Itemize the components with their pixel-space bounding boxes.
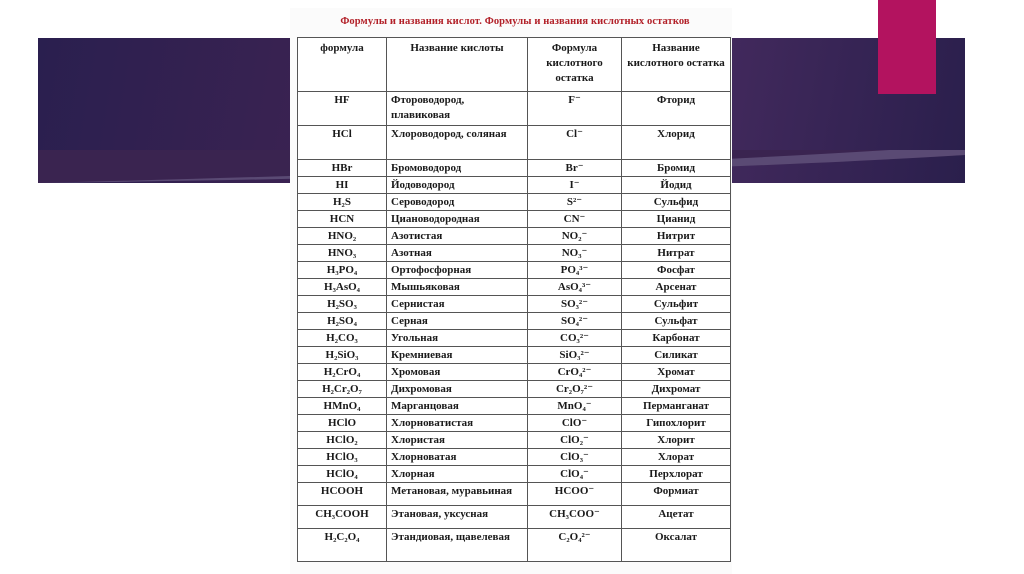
residue-name-cell: Фторид: [622, 92, 731, 126]
formula-cell: H₃AsO₄: [298, 279, 387, 296]
acid-name-cell: Фтороводород, плавиковая: [387, 92, 528, 126]
table-row: [298, 330, 731, 347]
formula-cell: HClO₃: [298, 449, 387, 466]
residue-name-cell: Йодид: [622, 177, 731, 194]
residue-cell: PO₄³⁻: [528, 262, 622, 279]
formula-cell: H₂CO₃: [298, 330, 387, 347]
table-row: [298, 364, 731, 381]
formula-cell: HMnO₄: [298, 398, 387, 415]
residue-name-cell: Сульфат: [622, 313, 731, 330]
header-residue-name: Название кислотного остатка: [622, 38, 731, 92]
residue-name-cell: Нитрат: [622, 245, 731, 262]
acid-name-cell: Мышьяковая: [387, 279, 528, 296]
formula-cell: CH₃COOH: [298, 506, 387, 529]
residue-cell: ClO₃⁻: [528, 449, 622, 466]
acid-name-cell: Хромовая: [387, 364, 528, 381]
formula-cell: H₂Cr₂O₇: [298, 381, 387, 398]
formula-cell: H₂CrO₄: [298, 364, 387, 381]
table-row: [298, 381, 731, 398]
residue-name-cell: Силикат: [622, 347, 731, 364]
residue-name-cell: Хромат: [622, 364, 731, 381]
page-title: Формулы и названия кислот. Формулы и названия кислотных остатков: [340, 16, 690, 27]
residue-name-cell: Ацетат: [622, 506, 731, 529]
table-row: [298, 262, 731, 279]
residue-cell: SiO₃²⁻: [528, 347, 622, 364]
table-row: [298, 313, 731, 330]
acid-name-cell: Бромоводород: [387, 160, 528, 177]
residue-name-cell: Фосфат: [622, 262, 731, 279]
formula-cell: HClO₂: [298, 432, 387, 449]
residue-cell: ClO₂⁻: [528, 432, 622, 449]
acid-name-cell: Йодоводород: [387, 177, 528, 194]
table-row: [298, 347, 731, 364]
residue-cell: HCOO⁻: [528, 483, 622, 506]
residue-name-cell: Перманганат: [622, 398, 731, 415]
residue-cell: AsO₄³⁻: [528, 279, 622, 296]
residue-name-cell: Хлорид: [622, 126, 731, 160]
acid-name-cell: Хлорноватая: [387, 449, 528, 466]
formula-cell: H₃PO₄: [298, 262, 387, 279]
pink-accent-block: [878, 0, 936, 94]
residue-name-cell: Сульфид: [622, 194, 731, 211]
residue-cell: CN⁻: [528, 211, 622, 228]
acid-name-cell: Этановая, уксусная: [387, 506, 528, 529]
residue-cell: S²⁻: [528, 194, 622, 211]
table-row: [298, 296, 731, 313]
table-row: [298, 529, 731, 562]
table-row: [298, 92, 731, 126]
residue-name-cell: Хлорат: [622, 449, 731, 466]
residue-cell: ClO⁻: [528, 415, 622, 432]
acid-name-cell: Кремниевая: [387, 347, 528, 364]
header-acid-name: Название кислоты: [387, 38, 528, 92]
residue-name-cell: Нитрит: [622, 228, 731, 245]
acid-name-cell: Серная: [387, 313, 528, 330]
residue-name-cell: Оксалат: [622, 529, 731, 562]
table-row: [298, 466, 731, 483]
acid-name-cell: Ортофосфорная: [387, 262, 528, 279]
residue-name-cell: Хлорит: [622, 432, 731, 449]
table-row: [298, 126, 731, 160]
residue-cell: SO₄²⁻: [528, 313, 622, 330]
formula-cell: H₂SO₄: [298, 313, 387, 330]
residue-cell: CO₃²⁻: [528, 330, 622, 347]
header-residue-formula: Формула кислотного остатка: [528, 38, 622, 92]
formula-cell: HBr: [298, 160, 387, 177]
residue-cell: ClO₄⁻: [528, 466, 622, 483]
table-row: [298, 506, 731, 529]
residue-name-cell: Арсенат: [622, 279, 731, 296]
formula-cell: H₂SiO₃: [298, 347, 387, 364]
acid-name-cell: Дихромовая: [387, 381, 528, 398]
residue-cell: NO₂⁻: [528, 228, 622, 245]
residue-name-cell: Формиат: [622, 483, 731, 506]
table-row: [298, 279, 731, 296]
residue-name-cell: Дихромат: [622, 381, 731, 398]
residue-cell: Br⁻: [528, 160, 622, 177]
acid-name-cell: Сернистая: [387, 296, 528, 313]
formula-cell: H₂S: [298, 194, 387, 211]
formula-cell: HCOOH: [298, 483, 387, 506]
residue-name-cell: Гипохлорит: [622, 415, 731, 432]
acid-name-cell: Азотистая: [387, 228, 528, 245]
residue-cell: C₂O₄²⁻: [528, 529, 622, 562]
acid-name-cell: Хлористая: [387, 432, 528, 449]
acid-name-cell: Сероводород: [387, 194, 528, 211]
formula-cell: H₂C₂O₄: [298, 529, 387, 562]
table-row: [298, 398, 731, 415]
residue-cell: CrO₄²⁻: [528, 364, 622, 381]
residue-name-cell: Перхлорат: [622, 466, 731, 483]
residue-cell: F⁻: [528, 92, 622, 126]
table-row: [298, 160, 731, 177]
residue-cell: Cl⁻: [528, 126, 622, 160]
residue-cell: NO₃⁻: [528, 245, 622, 262]
table-row: [298, 177, 731, 194]
acid-name-cell: Азотная: [387, 245, 528, 262]
table-row: [298, 415, 731, 432]
acid-name-cell: Марганцовая: [387, 398, 528, 415]
residue-cell: I⁻: [528, 177, 622, 194]
formula-cell: HClO₄: [298, 466, 387, 483]
table-row: [298, 194, 731, 211]
acid-name-cell: Хлорная: [387, 466, 528, 483]
residue-name-cell: Карбонат: [622, 330, 731, 347]
residue-name-cell: Сульфит: [622, 296, 731, 313]
residue-cell: SO₃²⁻: [528, 296, 622, 313]
table-row: [298, 211, 731, 228]
residue-cell: CH₃COO⁻: [528, 506, 622, 529]
table-row: [298, 483, 731, 506]
table-row: [298, 432, 731, 449]
formula-cell: H₂SO₃: [298, 296, 387, 313]
acid-name-cell: Метановая, муравьиная: [387, 483, 528, 506]
formula-cell: HClO: [298, 415, 387, 432]
header-formula: формула: [298, 38, 387, 92]
acid-name-cell: Хлороводород, соляная: [387, 126, 528, 160]
formula-cell: HCl: [298, 126, 387, 160]
table-row: [298, 449, 731, 466]
acid-name-cell: Угольная: [387, 330, 528, 347]
residue-name-cell: Цианид: [622, 211, 731, 228]
acid-name-cell: Этандиовая, щавелевая: [387, 529, 528, 562]
formula-cell: HNO₃: [298, 245, 387, 262]
acids-table: [297, 37, 731, 562]
table-header-row: [298, 38, 731, 92]
formula-cell: HNO₂: [298, 228, 387, 245]
formula-cell: HI: [298, 177, 387, 194]
table-row: [298, 228, 731, 245]
formula-cell: HCN: [298, 211, 387, 228]
formula-cell: HF: [298, 92, 387, 126]
residue-name-cell: Бромид: [622, 160, 731, 177]
residue-cell: Cr₂O₇²⁻: [528, 381, 622, 398]
acid-name-cell: Хлорноватистая: [387, 415, 528, 432]
table-row: [298, 245, 731, 262]
residue-cell: MnO₄⁻: [528, 398, 622, 415]
acid-name-cell: Циановодородная: [387, 211, 528, 228]
